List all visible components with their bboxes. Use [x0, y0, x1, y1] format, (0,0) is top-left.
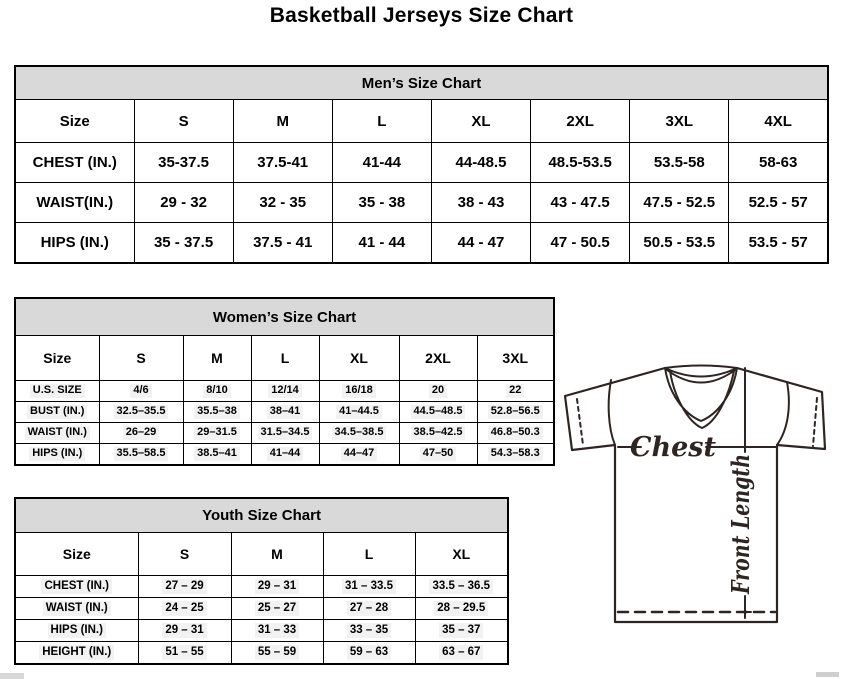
col-header-s: S — [99, 336, 183, 381]
size-cell — [231, 642, 323, 665]
size-cell — [251, 402, 319, 423]
cell-value: 28 – 29.5 — [434, 601, 488, 615]
size-cell — [138, 576, 231, 598]
cell-value: 27 – 29 — [162, 579, 206, 593]
cell-value: 54.3–58.3 — [488, 447, 543, 461]
cell-value: 12/14 — [268, 384, 302, 398]
row-label-text: HIPS (IN.) — [29, 447, 85, 461]
page-title: Basketball Jerseys Size Chart — [269, 4, 574, 27]
size-cell: 37.5 - 41 — [233, 223, 332, 264]
row-label — [15, 402, 99, 423]
row-label-text: U.S. SIZE — [30, 384, 85, 398]
cell-value: 16/18 — [342, 384, 376, 398]
mens-chest-row — [15, 143, 828, 183]
size-cell: 43 - 47.5 — [531, 183, 630, 223]
cell-value: 29 – 31 — [255, 579, 299, 593]
cell-value: 27 – 28 — [347, 601, 391, 615]
mens-size-table — [14, 65, 829, 264]
col-header-2xl: 2XL — [531, 100, 630, 143]
row-label: CHEST (IN.) — [15, 143, 134, 183]
size-cell: 50.5 - 53.5 — [630, 223, 729, 264]
size-cell: 47.5 - 52.5 — [630, 183, 729, 223]
size-cell — [319, 402, 399, 423]
womens-hips-row — [15, 444, 554, 466]
size-cell: 52.5 - 57 — [729, 183, 828, 223]
cell-value: 33.5 – 36.5 — [429, 579, 493, 593]
size-cell — [319, 423, 399, 444]
row-label: HIPS (IN.) — [15, 223, 134, 264]
cell-value: 41–44.5 — [336, 405, 382, 419]
row-label-text: WAIST (IN.) — [43, 601, 111, 615]
size-cell: 44-48.5 — [431, 143, 530, 183]
size-cell — [319, 381, 399, 402]
size-cell: 32 - 35 — [233, 183, 332, 223]
size-cell: 37.5-41 — [233, 143, 332, 183]
womens-bust-row — [15, 402, 554, 423]
size-cell — [399, 402, 477, 423]
size-cell: 29 - 32 — [134, 183, 233, 223]
size-cell — [415, 576, 508, 598]
col-header-s: S — [138, 533, 231, 576]
cell-value: 35.5–58.5 — [114, 447, 169, 461]
size-cell — [183, 402, 251, 423]
row-label — [15, 620, 138, 642]
size-cell: 35 - 37.5 — [134, 223, 233, 264]
size-cell — [399, 423, 477, 444]
size-cell — [477, 423, 554, 444]
cell-value: 46.8–50.3 — [488, 426, 543, 440]
size-cell — [415, 598, 508, 620]
cell-value: 31 – 33 — [255, 623, 299, 637]
cell-value: 29–31.5 — [194, 426, 240, 440]
size-cell — [231, 598, 323, 620]
cell-value: 33 – 35 — [347, 623, 391, 637]
womens-us-size-row — [15, 381, 554, 402]
col-header-xl: XL — [431, 100, 530, 143]
cell-value: 38–41 — [267, 405, 304, 419]
cell-value: 8/10 — [203, 384, 230, 398]
youth-chest-row — [15, 576, 508, 598]
size-cell: 53.5 - 57 — [729, 223, 828, 264]
cell-value: 55 – 59 — [255, 645, 299, 659]
mens-table-header-band — [15, 66, 828, 100]
mens-size-header-row — [15, 100, 828, 143]
youth-size-table — [14, 497, 509, 665]
size-cell — [183, 423, 251, 444]
col-header-l: L — [251, 336, 319, 381]
col-header-3xl: 3XL — [477, 336, 554, 381]
col-header-size: Size — [15, 100, 134, 143]
size-cell: 35-37.5 — [134, 143, 233, 183]
size-cell — [323, 598, 415, 620]
cell-value: 34.5–38.5 — [332, 426, 387, 440]
mens-waist-row — [15, 183, 828, 223]
row-label: WAIST(IN.) — [15, 183, 134, 223]
col-header-size: Size — [15, 336, 99, 381]
youth-hips-row — [15, 620, 508, 642]
row-label — [15, 598, 138, 620]
row-label-text: BUST (IN.) — [27, 405, 87, 419]
col-header-m: M — [231, 533, 323, 576]
size-cell — [99, 381, 183, 402]
cell-value: 29 – 31 — [162, 623, 206, 637]
size-cell — [477, 444, 554, 466]
col-header-l: L — [332, 100, 431, 143]
size-cell — [99, 423, 183, 444]
cell-value: 38.5–42.5 — [411, 426, 466, 440]
col-header-xl: XL — [415, 533, 508, 576]
cell-value: 52.8–56.5 — [488, 405, 543, 419]
size-cell — [138, 598, 231, 620]
cell-value: 35.5–38 — [194, 405, 240, 419]
cell-value: 47–50 — [420, 447, 457, 461]
size-cell — [138, 620, 231, 642]
size-cell — [319, 444, 399, 466]
chest-label: Chest — [630, 432, 716, 463]
col-header-3xl: 3XL — [630, 100, 729, 143]
cell-value: 20 — [429, 384, 447, 398]
cell-value: 22 — [506, 384, 524, 398]
youth-size-header-row — [15, 533, 508, 576]
col-header-l: L — [323, 533, 415, 576]
front-length-label: Front Length — [726, 416, 755, 594]
col-header-xl: XL — [319, 336, 399, 381]
row-label-text: HIPS (IN.) — [48, 623, 106, 637]
cell-value: 25 – 27 — [255, 601, 299, 615]
row-label — [15, 576, 138, 598]
col-header-m: M — [233, 100, 332, 143]
jersey-outline — [565, 368, 825, 622]
col-header-2xl: 2XL — [399, 336, 477, 381]
row-label — [15, 423, 99, 444]
womens-table-title: Women’s Size Chart — [15, 298, 554, 336]
cell-value: 51 – 55 — [162, 645, 206, 659]
youth-height-row — [15, 642, 508, 665]
cell-value: 38.5–41 — [194, 447, 240, 461]
cell-value: 32.5–35.5 — [114, 405, 169, 419]
bottom-left-artifact — [0, 673, 24, 679]
womens-size-header-row — [15, 336, 554, 381]
cell-value: 44–47 — [341, 447, 378, 461]
size-cell — [99, 444, 183, 466]
jersey-measurement-diagram — [556, 356, 843, 655]
row-label-text: CHEST (IN.) — [41, 579, 112, 593]
size-cell — [231, 620, 323, 642]
cell-value: 63 – 67 — [439, 645, 483, 659]
size-cell: 58-63 — [729, 143, 828, 183]
size-cell — [415, 642, 508, 665]
col-header-4xl: 4XL — [729, 100, 828, 143]
size-cell — [138, 642, 231, 665]
youth-table-header-band — [15, 498, 508, 533]
cell-value: 59 – 63 — [347, 645, 391, 659]
cell-value: 4/6 — [130, 384, 151, 398]
youth-waist-row — [15, 598, 508, 620]
size-cell — [183, 444, 251, 466]
mens-table-title: Men’s Size Chart — [15, 66, 828, 100]
size-cell — [183, 381, 251, 402]
womens-waist-row — [15, 423, 554, 444]
size-cell — [399, 444, 477, 466]
row-label — [15, 444, 99, 466]
size-cell — [323, 620, 415, 642]
col-header-s: S — [134, 100, 233, 143]
size-cell — [251, 444, 319, 466]
cell-value: 41–44 — [267, 447, 304, 461]
size-cell: 47 - 50.5 — [531, 223, 630, 264]
vneck-collar-icon — [665, 366, 737, 429]
bottom-right-artifact — [816, 672, 839, 677]
mens-hips-row — [15, 223, 828, 264]
cell-value: 24 – 25 — [162, 601, 206, 615]
size-cell: 35 - 38 — [332, 183, 431, 223]
size-cell — [99, 402, 183, 423]
size-cell — [231, 576, 323, 598]
womens-table-header-band — [15, 298, 554, 336]
womens-size-table — [14, 297, 555, 466]
size-cell — [323, 576, 415, 598]
col-header-m: M — [183, 336, 251, 381]
cell-value: 35 – 37 — [439, 623, 483, 637]
col-header-size: Size — [15, 533, 138, 576]
size-cell — [323, 642, 415, 665]
size-cell: 44 - 47 — [431, 223, 530, 264]
cell-value: 31 – 33.5 — [342, 579, 396, 593]
size-cell: 38 - 43 — [431, 183, 530, 223]
size-cell — [251, 381, 319, 402]
size-cell — [251, 423, 319, 444]
cell-value: 26–29 — [123, 426, 160, 440]
size-cell: 41-44 — [332, 143, 431, 183]
size-cell — [477, 381, 554, 402]
row-label — [15, 381, 99, 402]
size-cell: 41 - 44 — [332, 223, 431, 264]
row-label — [15, 642, 138, 665]
size-cell: 48.5-53.5 — [531, 143, 630, 183]
cell-value: 44.5–48.5 — [411, 405, 466, 419]
row-label-text: HEIGHT (IN.) — [39, 645, 114, 659]
cell-value: 31.5–34.5 — [258, 426, 313, 440]
row-label-text: WAIST (IN.) — [25, 426, 90, 440]
size-cell — [477, 402, 554, 423]
size-cell — [399, 381, 477, 402]
youth-table-title: Youth Size Chart — [15, 498, 508, 533]
size-cell — [415, 620, 508, 642]
size-cell: 53.5-58 — [630, 143, 729, 183]
